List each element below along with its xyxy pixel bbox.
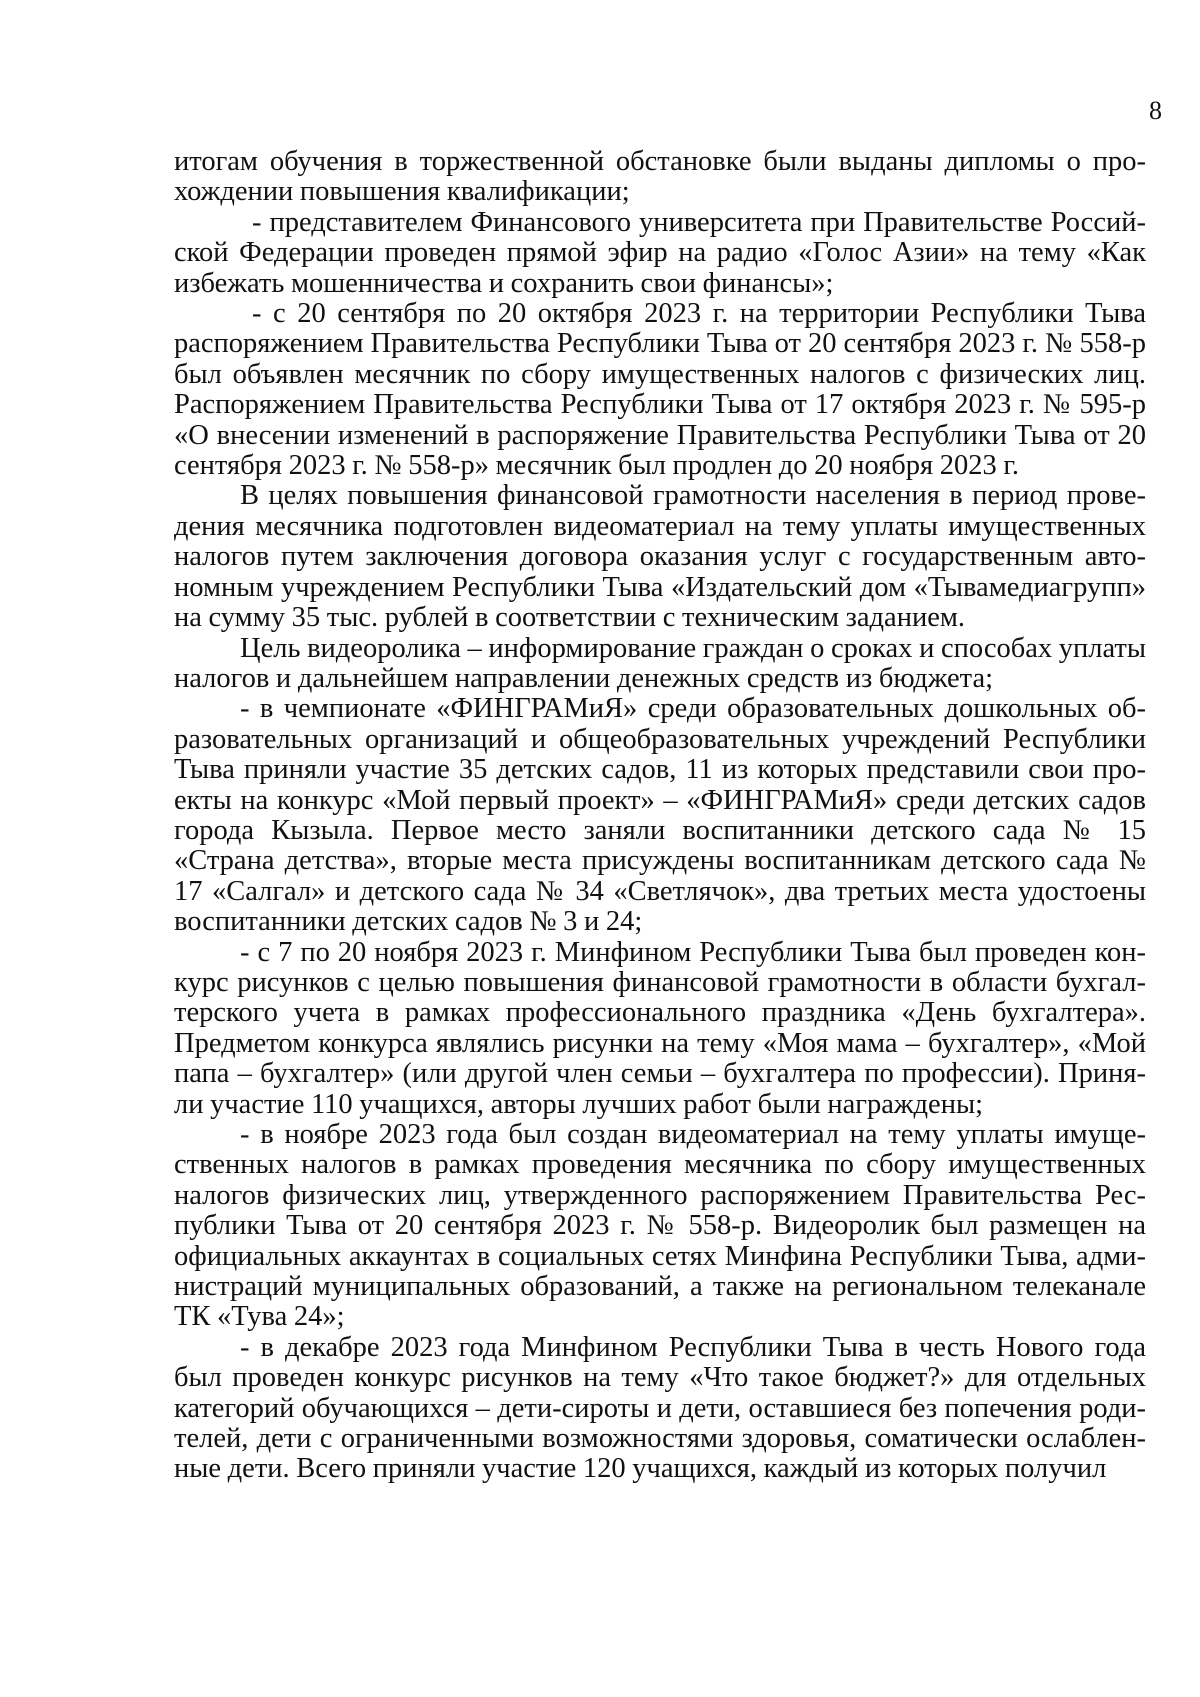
paragraph-video-goal: Цель видеоролика – информирование граждан о сроках и способах уплаты налогов и дальнейшем направлении денежных средств из бюджета; <box>174 632 1146 694</box>
paragraph-fingramiya-championship: - в чемпионате «ФИНГРАМиЯ» среди образовательных дошкольных образовательных организаций и общеобразовательных учреждений Республики Тыва приняли участие 35 детских садов, 11 из которых представили свои проекты на конкурс «Мой первый проект» – «ФИНГРАМиЯ» среди детских садов города Кызыла. Первое место заняли воспитанники детского сада № 15 «Страна детства», вторые места присуждены воспитанникам детского сада № 17 «Салгал» и детского сада № 34 «Светлячок», два третьих места удостоены воспитанники детских садов № 3 и 24; <box>174 693 1146 938</box>
paragraph-video-material: В целях повышения финансовой грамотности населения в период проведения месячника подготовлен видеоматериал на тему уплаты имущественных налогов путем заключения договора оказания услуг с государственным автономным учреждением Республики Тыва «Издательский дом «Тывамедиагрупп» на сумму 35 тыс. рублей в соответствии с техническим заданием. <box>174 480 1146 634</box>
paragraph-tax-month: - с 20 сентября по 20 октября 2023 г. на территории Республики Тыва распоряжением Правительства Республики Тыва от 20 сентября 2023 г. № 558-р был объявлен месячник по сбору имущественных налогов с физических лиц. Распоряжением Правительства Республики Тыва от 17 октября 2023 г. № 595-р «О внесении изменений в распоряжение Правительства Республики Тыва от 20 сентября 2023 г. № 558-р» месячник был продлен до 20 ноября 2023 г. <box>174 298 1146 482</box>
paragraph-accountant-day-contest: - с 7 по 20 ноября 2023 г. Минфином Республики Тыва был проведен конкурс рисунков с целью повышения финансовой грамотности в области бухгалтерского учета в рамках профессионального праздника «День бухгалтера». Предметом конкурса являлись рисунки на тему «Моя мама – бухгалтер», «Мой папа – бухгалтер» (или другой член семьи – бухгалтера по профессии). Приняли участие 110 учащихся, авторы лучших работ были награждены; <box>174 936 1146 1120</box>
paragraph-december-contest: - в декабре 2023 года Минфином Республики Тыва в честь Нового года был проведен конкурс рисунков на тему «Что такое бюджет?» для отдельных категорий обучающихся – дети-сироты и дети, оставшиеся без попечения родителей, дети с ограниченными возможностями здоровья, соматически ослабленные дети. Всего приняли участие 120 учащихся, каждый из которых получил <box>174 1331 1146 1485</box>
page-number: 8 <box>1149 96 1162 125</box>
paragraph-training-diplomas: итогам обучения в торжественной обстановке были выданы дипломы о прохождении повышения квалификации; <box>174 146 1146 208</box>
paragraph-november-video: - в ноябре 2023 года был создан видеоматериал на тему уплаты имущественных налогов в рамках проведения месячника по сбору имущественных налогов физических лиц, утвержденного распоряжением Правительства Республики Тыва от 20 сентября 2023 г. № 558-р. Видеоролик был размещен на официальных аккаунтах в социальных сетях Минфина Республики Тыва, администраций муниципальных образований, а также на региональном телеканале ТК «Тува 24»; <box>174 1119 1146 1333</box>
body-text <box>174 147 1146 1485</box>
paragraph-radio-broadcast: - представителем Финансового университета при Правительстве Российской Федерации проведен прямой эфир на радио «Голос Азии» на тему «Как избежать мошенничества и сохранить свои финансы»; <box>174 206 1146 299</box>
